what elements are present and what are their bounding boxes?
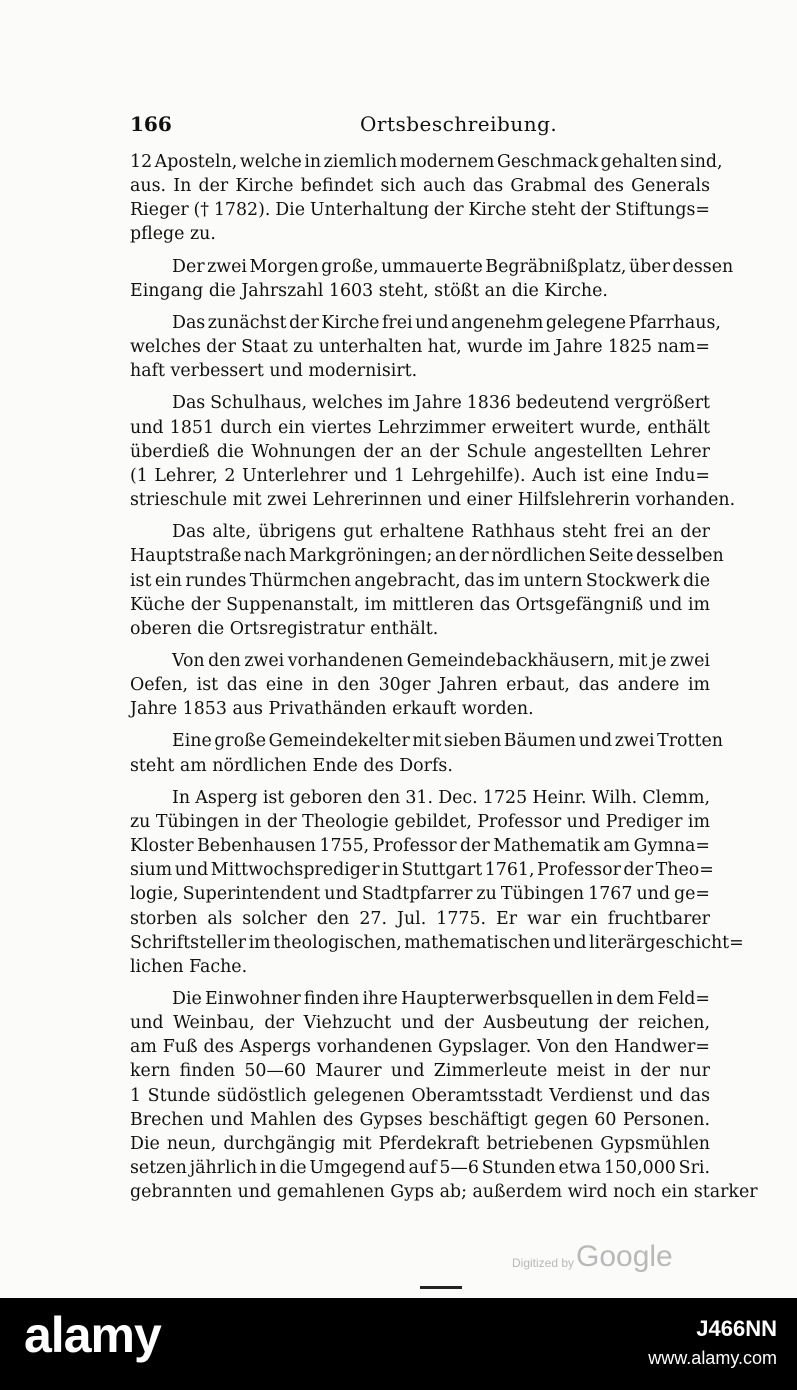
text-line: 1 Stunde südöstlich gelegenen Oberamtsstadt Verdienst und das [130, 1085, 710, 1106]
text-line: und 1851 durch ein viertes Lehrzimmer erweitert wurde, enthält [130, 417, 710, 438]
text-line: Küche der Suppenanstalt, im mittleren das Ortsgefängniß und im [130, 594, 710, 615]
paragraph [130, 150, 723, 247]
text-line: Die neun, durchgängig mit Pferdekraft betriebenen Gypsmühlen [130, 1133, 710, 1154]
text-line: oberen die Ortsregistratur enthält. [130, 618, 439, 639]
text-line: (1 Lehrer, 2 Unterlehrer und 1 Lehrgehilfe). Auch ist eine Indu= [130, 465, 710, 486]
text-line: Rieger († 1782). Die Unterhaltung der Kirche steht der Stiftungs= [130, 200, 710, 221]
text-line: lichen Fache. [130, 956, 248, 977]
text-line: und Weinbau, der Viehzucht und der Ausbeutung der reichen, [130, 1013, 710, 1034]
paragraph [130, 649, 710, 721]
page-header [130, 112, 710, 142]
text-line: kern finden 50—60 Maurer und Zimmerleute meist in der nur [130, 1061, 710, 1082]
text-line: Brechen und Mahlen des Gypses beschäftigt gegen 60 Personen. [130, 1109, 710, 1130]
alamy-url: www.alamy.com [648, 1348, 777, 1368]
text-line: ist ein rundes Thürmchen angebracht, das im untern Stockwerk die [130, 570, 710, 591]
google-logo: Google [576, 1240, 673, 1273]
running-title: Ortsbeschreibung. [360, 112, 558, 136]
page-bottom-rule [420, 1286, 462, 1289]
text-line: Oefen, ist das eine in den 30ger Jahren erbaut, das andere im [130, 675, 710, 696]
paragraph [130, 255, 734, 303]
paragraph [130, 311, 721, 383]
alamy-logo: alamy [24, 1307, 161, 1363]
text-line: Das zunächst der Kirche frei und angenehm gelegene Pfarrhaus, [172, 312, 721, 333]
text-line: In Asperg ist geboren den 31. Dec. 1725 Heinr. Wilh. Clemm, [172, 787, 710, 808]
paragraph [130, 786, 744, 979]
text-line: storben als solcher den 27. Jul. 1775. Er war ein fruchtbarer [130, 908, 710, 929]
text-line: Eine große Gemeindekelter mit sieben Bäumen und zwei Trotten [172, 731, 723, 752]
text-line: sium und Mittwochsprediger in Stuttgart 1761, Professor der Theo= [130, 860, 714, 881]
paragraph [130, 987, 758, 1204]
paragraph [130, 729, 723, 777]
text-line: überdieß die Wohnungen der an der Schule angestellten Lehrer [130, 441, 710, 462]
text-line: haft verbessert und modernisirt. [130, 361, 418, 382]
text-line: Der zwei Morgen große, ummauerte Begräbnißplatz, über dessen [172, 256, 734, 277]
text-line: Hauptstraße nach Markgröningen; an der nördlichen Seite desselben [130, 546, 724, 567]
text-line: aus. In der Kirche befindet sich auch das Grabmal des Generals [130, 176, 710, 197]
text-line: Eingang die Jahrszahl 1603 steht, stößt an die Kirche. [130, 280, 608, 301]
text-line: steht am nördlichen Ende des Dorfs. [130, 755, 453, 776]
text-line: Das alte, übrigens gut erhaltene Rathhaus steht frei an der [172, 522, 710, 543]
text-line: Von den zwei vorhandenen Gemeindebackhäusern, mit je zwei [172, 650, 710, 671]
text-line: gebrannten und gemahlenen Gyps ab; außerdem wird noch ein starker [130, 1182, 758, 1203]
text-line: logie, Superintendent und Stadtpfarrer zu Tübingen 1767 und ge= [130, 884, 710, 905]
text-line: Die Einwohner finden ihre Haupterwerbsquellen in dem Feld= [172, 989, 710, 1009]
text-line: Kloster Bebenhausen 1755, Professor der Mathematik am Gymna= [130, 836, 710, 857]
text-line: Jahre 1853 aus Privathänden erkauft worden. [130, 699, 534, 720]
digitized-by-label: Digitized by [512, 1256, 575, 1270]
paragraph [130, 391, 736, 512]
text-line: welches der Staat zu unterhalten hat, wurde im Jahre 1825 nam= [130, 337, 710, 358]
body-text [130, 150, 758, 1204]
text-line: pflege zu. [130, 224, 216, 245]
text-line: 12 Aposteln, welche in ziemlich modernem Geschmack gehalten sind, [130, 152, 723, 172]
text-line: Schriftsteller im theologischen, mathematischen und literärgeschicht= [130, 932, 744, 953]
page-number: 166 [130, 112, 172, 136]
text-line: strieschule mit zwei Lehrerinnen und einer Hilfslehrerin vorhanden. [130, 490, 736, 511]
image-id: J466NN [696, 1316, 777, 1341]
text-line: Das Schulhaus, welches im Jahre 1836 bedeutend vergrößert [172, 393, 710, 414]
text-line: zu Tübingen in der Theologie gebildet, Professor und Prediger im [130, 811, 710, 832]
text-line: setzen jährlich in die Umgegend auf 5—6 Stunden etwa 150,000 Sri. [130, 1158, 710, 1179]
paragraph [130, 520, 724, 641]
text-line: am Fuß des Aspergs vorhandenen Gypslager. Von den Handwer= [130, 1037, 710, 1058]
